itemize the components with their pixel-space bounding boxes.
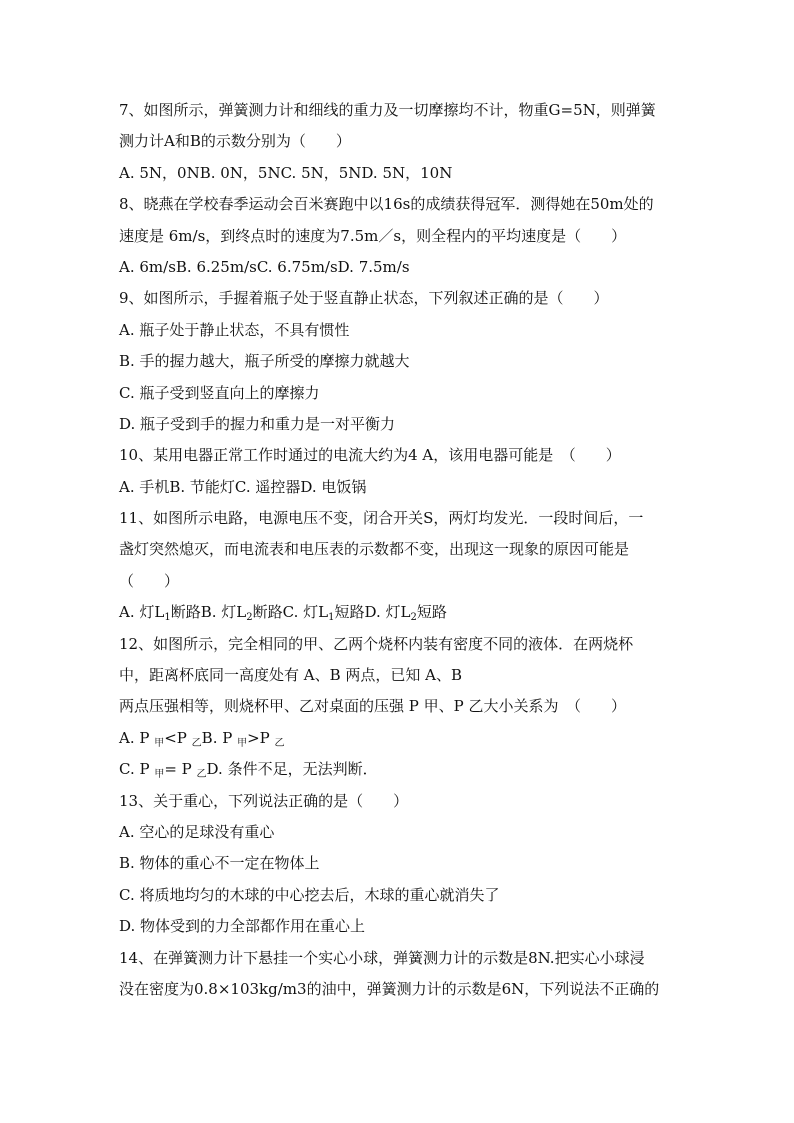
q12-options-line-2 bbox=[119, 754, 679, 785]
text-line: 10、某用电器正常工作时通过的电流大约为4 A，该用电器可能是 （ ） bbox=[119, 446, 621, 465]
q12-option-a: A. P bbox=[119, 728, 155, 747]
text-line: 没在密度为0.8×103kg/m3的油中，弹簧测力计的示数是6N，下列说法不正确的 bbox=[119, 979, 660, 998]
text-line: （ ） bbox=[119, 571, 180, 590]
text-line: 测力计A和B的示数分别为（ ） bbox=[119, 132, 351, 151]
q12-option-b: B. P bbox=[201, 728, 238, 747]
text-line: 12、如图所示，完全相同的甲、乙两个烧杯内装有密度不同的液体．在两烧杯 bbox=[119, 634, 634, 653]
q12-options-line-1 bbox=[119, 723, 679, 754]
q12-option-c-rel: = P bbox=[164, 760, 197, 779]
text-line: B. 手的握力越大，瓶子所受的摩擦力就越大 bbox=[119, 352, 410, 371]
question-text bbox=[119, 95, 679, 1005]
text-line: 中，距离杯底同一高度处有 A、B 两点，已知 A、B bbox=[119, 666, 463, 685]
text-line: 速度是 6m/s，到终点时的速度为7.5m／s，则全程内的平均速度是（ ） bbox=[119, 226, 627, 245]
text-line: D. 物体受到的力全部都作用在重心上 bbox=[119, 917, 366, 936]
text-line: B. 物体的重心不一定在物体上 bbox=[119, 854, 320, 873]
subscript: 乙 bbox=[196, 769, 207, 781]
q11-option-b: 断路B. 灯L bbox=[170, 603, 247, 622]
q11-option-a: A. 灯L bbox=[119, 603, 165, 622]
q12-option-c: C. P bbox=[119, 760, 155, 779]
text-line: 两点压强相等，则烧杯甲、乙对桌面的压强 P 甲、P 乙大小关系为 （ ） bbox=[119, 697, 626, 716]
subscript: 乙 bbox=[191, 737, 202, 749]
subscript: 2 bbox=[246, 612, 253, 624]
text-line: 13、关于重心，下列说法正确的是（ ） bbox=[119, 791, 409, 810]
text-line: 盏灯突然熄灭，而电流表和电压表的示数都不变，出现这一现象的原因可能是 bbox=[119, 540, 630, 559]
text-line: C. 将质地均匀的木球的中心挖去后，木球的重心就消失了 bbox=[119, 885, 500, 904]
text-line: D. 瓶子受到手的握力和重力是一对平衡力 bbox=[119, 414, 396, 433]
q11-option-end: 短路 bbox=[416, 603, 447, 622]
q12-option-b-rel: >P bbox=[247, 728, 275, 747]
subscript: 乙 bbox=[274, 737, 285, 749]
q12-option-d: D. 条件不足，无法判断． bbox=[206, 760, 378, 779]
subscript: 甲 bbox=[237, 737, 248, 749]
text-line: A. 6m/sB. 6.25m/sC. 6.75m/sD. 7.5m/s bbox=[119, 257, 410, 276]
subscript: 甲 bbox=[154, 737, 165, 749]
subscript: 甲 bbox=[154, 769, 165, 781]
q11-option-d: 短路D. 灯L bbox=[334, 603, 411, 622]
text-line: 8、晓燕在学校春季运动会百米赛跑中以16s的成绩获得冠军．测得她在50m处的 bbox=[119, 195, 654, 214]
text-line: 9、如图所示，手握着瓶子处于竖直静止状态，下列叙述正确的是（ ） bbox=[119, 289, 609, 308]
text-line: 7、如图所示，弹簧测力计和细线的重力及一切摩擦均不计，物重G=5N，则弹簧 bbox=[119, 101, 656, 119]
text-line: A. 5N，0NB. 0N，5NC. 5N，5ND. 5N，10N bbox=[119, 163, 453, 182]
text-line: A. 空心的足球没有重心 bbox=[119, 822, 275, 841]
q11-options-line bbox=[119, 597, 679, 628]
text-line: 14、在弹簧测力计下悬挂一个实心小球，弹簧测力计的示数是8N.把实心小球浸 bbox=[119, 948, 645, 967]
subscript: 1 bbox=[164, 612, 171, 624]
text-line: 11、如图所示电路，电源电压不变，闭合开关S，两灯均发光．一段时间后，一 bbox=[119, 509, 644, 528]
text-line: C. 瓶子受到竖直向上的摩擦力 bbox=[119, 383, 320, 402]
text-line: A. 手机B. 节能灯C. 遥控器D. 电饭锅 bbox=[119, 477, 367, 496]
subscript: 2 bbox=[410, 612, 417, 624]
subscript: 1 bbox=[328, 612, 335, 624]
q12-option-a-rel: <P bbox=[164, 728, 192, 747]
text-line: A. 瓶子处于静止状态，不具有惯性 bbox=[119, 320, 350, 339]
q11-option-c: 断路C. 灯L bbox=[252, 603, 329, 622]
